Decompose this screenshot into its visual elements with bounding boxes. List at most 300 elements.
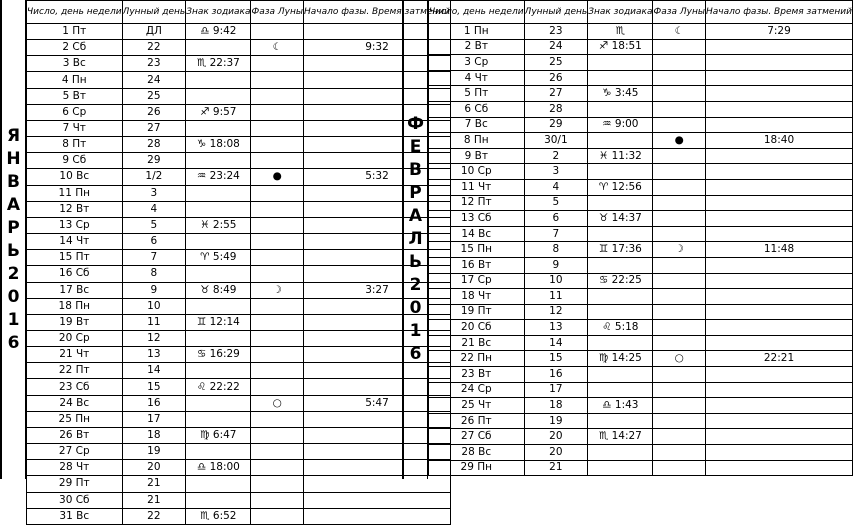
table-row (429, 179, 853, 195)
lunar-day-cell: 13 (122, 347, 186, 363)
lunar-day-cell: 9 (122, 282, 186, 298)
moon-phase-cell (251, 492, 304, 508)
table-row (429, 413, 853, 429)
table-row (27, 411, 451, 427)
header-zodiac: Знак зодиака (186, 1, 251, 24)
date-cell: 26 Вт (27, 427, 123, 443)
zodiac-cell (186, 298, 251, 314)
zodiac-cell: ♒ 23:24 (186, 169, 251, 185)
table-row (429, 289, 853, 305)
phase-time-cell (706, 70, 853, 86)
date-cell: 11 Пн (27, 185, 123, 201)
phase-time-cell (706, 148, 853, 164)
zodiac-cell (186, 201, 251, 217)
date-cell: 16 Сб (27, 266, 123, 282)
date-cell: 22 Пн (429, 351, 525, 367)
date-cell: 16 Вт (429, 257, 525, 273)
table-row (429, 398, 853, 414)
phase-time-cell (706, 429, 853, 445)
moon-phase-cell (251, 266, 304, 282)
lunar-day-cell: 20 (122, 460, 186, 476)
table-row (27, 298, 451, 314)
moon-phase-cell (653, 460, 706, 476)
zodiac-cell: ♓ 2:55 (186, 217, 251, 233)
lunar-day-cell: 2 (524, 148, 588, 164)
zodiac-cell (588, 304, 653, 320)
phase-time-cell: 18:40 (706, 133, 853, 149)
zodiac-cell (186, 185, 251, 201)
moon-phase-cell (251, 508, 304, 524)
table-row (27, 314, 451, 330)
moon-phase-cell (251, 250, 304, 266)
table-row (27, 476, 451, 492)
zodiac-cell (588, 289, 653, 305)
lunar-day-cell: ДЛ (122, 24, 186, 40)
moon-phase-cell (653, 101, 706, 117)
zodiac-cell: ♉ 14:37 (588, 211, 653, 227)
lunar-day-cell: 10 (524, 273, 588, 289)
lunar-day-cell: 23 (122, 56, 186, 72)
zodiac-cell (588, 413, 653, 429)
phase-time-cell (706, 179, 853, 195)
date-cell: 29 Пт (27, 476, 123, 492)
date-cell: 14 Чт (27, 234, 123, 250)
zodiac-cell: ♎ 1:43 (588, 398, 653, 414)
date-cell: 12 Пт (429, 195, 525, 211)
moon-phase-cell (653, 117, 706, 133)
table-row (27, 250, 451, 266)
date-cell: 21 Вс (429, 335, 525, 351)
lunar-day-cell: 5 (524, 195, 588, 211)
date-cell: 25 Пн (27, 411, 123, 427)
table-row (429, 367, 853, 383)
lunar-day-cell: 17 (122, 411, 186, 427)
zodiac-cell (186, 411, 251, 427)
date-cell: 18 Чт (429, 289, 525, 305)
zodiac-cell (588, 55, 653, 71)
table-row (429, 39, 853, 55)
date-cell: 22 Пт (27, 363, 123, 379)
moon-phase-cell (653, 398, 706, 414)
table-row (27, 266, 451, 282)
zodiac-cell: ♋ 22:25 (588, 273, 653, 289)
date-cell: 6 Ср (27, 104, 123, 120)
lunar-day-cell: 27 (122, 120, 186, 136)
phase-time-cell (706, 382, 853, 398)
moon-phase-cell (653, 413, 706, 429)
date-cell: 28 Вс (429, 445, 525, 461)
table-row (27, 56, 451, 72)
table-row (429, 55, 853, 71)
february-table (428, 0, 853, 476)
zodiac-cell: ♍ 6:47 (186, 427, 251, 443)
lunar-day-cell: 4 (524, 179, 588, 195)
table-row (429, 429, 853, 445)
zodiac-cell: ♏ 22:37 (186, 56, 251, 72)
phase-time-cell (706, 257, 853, 273)
lunar-day-cell: 24 (524, 39, 588, 55)
date-cell: 1 Пт (27, 24, 123, 40)
moon-phase-cell (653, 445, 706, 461)
lunar-day-cell: 7 (122, 250, 186, 266)
lunar-day-cell: 20 (524, 445, 588, 461)
table-row (27, 185, 451, 201)
date-cell: 7 Вс (429, 117, 525, 133)
date-cell: 13 Ср (27, 217, 123, 233)
phase-time-cell: 11:48 (706, 242, 853, 258)
moon-phase-cell (653, 164, 706, 180)
moon-phase-cell: ☽ (653, 242, 706, 258)
moon-phase-cell (653, 179, 706, 195)
phase-time-cell (706, 39, 853, 55)
zodiac-cell (588, 382, 653, 398)
table-row (27, 24, 451, 40)
moon-phase-cell (251, 217, 304, 233)
moon-phase-cell (653, 289, 706, 305)
moon-phase-cell (251, 427, 304, 443)
moon-phase-cell: ○ (251, 395, 304, 411)
header-phase: Фаза Луны (653, 1, 706, 24)
table-row (429, 164, 853, 180)
zodiac-cell: ♑ 18:08 (186, 137, 251, 153)
table-row (27, 88, 451, 104)
header-row (27, 1, 451, 24)
date-cell: 14 Вс (429, 226, 525, 242)
date-cell: 15 Пн (429, 242, 525, 258)
zodiac-cell: ♐ 9:57 (186, 104, 251, 120)
lunar-day-cell: 9 (524, 257, 588, 273)
moon-phase-cell (251, 411, 304, 427)
moon-phase-cell: ● (653, 133, 706, 149)
moon-phase-cell (251, 88, 304, 104)
date-cell: 27 Сб (429, 429, 525, 445)
header-phase: Фаза Луны (251, 1, 304, 24)
date-cell: 19 Вт (27, 314, 123, 330)
lunar-day-cell: 19 (122, 444, 186, 460)
moon-phase-cell (653, 55, 706, 71)
table-row (429, 382, 853, 398)
lunar-day-cell: 8 (524, 242, 588, 258)
phase-time-cell (706, 304, 853, 320)
table-row (429, 133, 853, 149)
zodiac-cell (186, 266, 251, 282)
phase-time-cell: 7:29 (706, 24, 853, 40)
lunar-day-cell: 1/2 (122, 169, 186, 185)
lunar-day-cell: 5 (122, 217, 186, 233)
moon-phase-cell (251, 460, 304, 476)
moon-phase-cell (251, 298, 304, 314)
lunar-day-cell: 11 (524, 289, 588, 305)
zodiac-cell (588, 101, 653, 117)
table-row (429, 242, 853, 258)
lunar-day-cell: 29 (524, 117, 588, 133)
moon-phase-cell (251, 314, 304, 330)
lunar-day-cell: 27 (524, 86, 588, 102)
table-row (429, 335, 853, 351)
moon-phase-cell (653, 195, 706, 211)
phase-time-cell (706, 320, 853, 336)
zodiac-cell (186, 153, 251, 169)
lunar-day-cell: 28 (524, 101, 588, 117)
date-cell: 3 Ср (429, 55, 525, 71)
month-label-sidebar (402, 0, 428, 479)
table-row (429, 304, 853, 320)
zodiac-cell (186, 330, 251, 346)
table-row (429, 273, 853, 289)
phase-time-cell (706, 164, 853, 180)
lunar-day-cell: 8 (122, 266, 186, 282)
moon-phase-cell (251, 476, 304, 492)
header-zodiac: Знак зодиака (588, 1, 653, 24)
lunar-day-cell: 25 (524, 55, 588, 71)
phase-time-cell (304, 508, 451, 524)
table-row (27, 120, 451, 136)
lunar-day-cell: 25 (122, 88, 186, 104)
lunar-day-cell: 7 (524, 226, 588, 242)
phase-time-cell: 3:27 (304, 282, 451, 298)
header-lunar-day: Лунный день (122, 1, 186, 24)
moon-phase-cell (653, 367, 706, 383)
moon-phase-cell: ○ (653, 351, 706, 367)
moon-phase-cell: ☾ (251, 40, 304, 56)
moon-phase-cell: ☽ (251, 282, 304, 298)
zodiac-cell (588, 226, 653, 242)
phase-time-cell: 22:21 (706, 351, 853, 367)
date-cell: 23 Сб (27, 379, 123, 395)
moon-phase-cell (251, 379, 304, 395)
month-label-sidebar (0, 0, 26, 479)
table-row (429, 148, 853, 164)
table-row (27, 379, 451, 395)
zodiac-cell (186, 120, 251, 136)
lunar-day-cell: 10 (122, 298, 186, 314)
table-row (429, 117, 853, 133)
moon-phase-cell (653, 273, 706, 289)
header-row (429, 1, 853, 24)
date-cell: 20 Сб (429, 320, 525, 336)
table-row (27, 508, 451, 524)
january-rows (27, 24, 451, 525)
moon-phase-cell (251, 363, 304, 379)
table-row (429, 211, 853, 227)
zodiac-cell (186, 88, 251, 104)
february-panel (402, 0, 852, 479)
phase-time-cell (706, 195, 853, 211)
phase-time-cell (706, 367, 853, 383)
moon-phase-cell (251, 153, 304, 169)
lunar-day-cell: 24 (122, 72, 186, 88)
moon-phase-cell (653, 86, 706, 102)
month-label: ЯНВАРЬ 2016 (6, 125, 21, 353)
date-cell: 28 Чт (27, 460, 123, 476)
table-row (429, 460, 853, 476)
zodiac-cell: ♎ 18:00 (186, 460, 251, 476)
table-row (27, 201, 451, 217)
zodiac-cell: ♏ 14:27 (588, 429, 653, 445)
table-row (27, 234, 451, 250)
zodiac-cell (186, 72, 251, 88)
lunar-day-cell: 4 (122, 201, 186, 217)
zodiac-cell: ♈ 5:49 (186, 250, 251, 266)
date-cell: 1 Пн (429, 24, 525, 40)
zodiac-cell (588, 195, 653, 211)
month-label: ФЕВРАЛЬ 2016 (407, 114, 424, 364)
date-cell: 12 Вт (27, 201, 123, 217)
date-cell: 30 Сб (27, 492, 123, 508)
date-cell: 19 Пт (429, 304, 525, 320)
moon-phase-cell (251, 201, 304, 217)
moon-phase-cell (251, 185, 304, 201)
date-cell: 29 Пн (429, 460, 525, 476)
lunar-day-cell: 3 (524, 164, 588, 180)
moon-phase-cell (653, 70, 706, 86)
lunar-day-cell: 21 (122, 492, 186, 508)
zodiac-cell: ♏ 6:52 (186, 508, 251, 524)
date-cell: 5 Пт (429, 86, 525, 102)
zodiac-cell (588, 367, 653, 383)
header-lunar-day: Лунный день (524, 1, 588, 24)
moon-phase-cell (653, 39, 706, 55)
date-cell: 21 Чт (27, 347, 123, 363)
date-cell: 15 Пт (27, 250, 123, 266)
zodiac-cell: ♎ 9:42 (186, 24, 251, 40)
date-cell: 23 Вт (429, 367, 525, 383)
moon-phase-cell (251, 347, 304, 363)
table-row (429, 24, 853, 40)
date-cell: 13 Сб (429, 211, 525, 227)
phase-time-cell (706, 445, 853, 461)
date-cell: 11 Чт (429, 179, 525, 195)
january-table (26, 0, 451, 525)
header-date: Число, день недели (27, 1, 123, 24)
header-phase-time: Начало фазы. Время затмений (304, 1, 451, 24)
date-cell: 8 Пт (27, 137, 123, 153)
table-row (429, 445, 853, 461)
table-row (27, 153, 451, 169)
lunar-day-cell: 15 (122, 379, 186, 395)
zodiac-cell (588, 257, 653, 273)
zodiac-cell: ♉ 8:49 (186, 282, 251, 298)
moon-phase-cell: ● (251, 169, 304, 185)
zodiac-cell: ♑ 3:45 (588, 86, 653, 102)
zodiac-cell: ♊ 17:36 (588, 242, 653, 258)
zodiac-cell (588, 335, 653, 351)
date-cell: 8 Пн (429, 133, 525, 149)
date-cell: 24 Вс (27, 395, 123, 411)
table-row (27, 444, 451, 460)
february-rows (429, 24, 853, 476)
lunar-day-cell: 26 (524, 70, 588, 86)
lunar-day-cell: 21 (524, 460, 588, 476)
lunar-day-cell: 12 (524, 304, 588, 320)
table-row (27, 347, 451, 363)
zodiac-cell (186, 395, 251, 411)
zodiac-cell: ♌ 5:18 (588, 320, 653, 336)
header-date: Число, день недели (429, 1, 525, 24)
lunar-day-cell: 13 (524, 320, 588, 336)
lunar-day-cell: 26 (122, 104, 186, 120)
zodiac-cell (186, 363, 251, 379)
lunar-day-cell: 21 (122, 476, 186, 492)
lunar-day-cell: 30/1 (524, 133, 588, 149)
date-cell: 6 Сб (429, 101, 525, 117)
date-cell: 25 Чт (429, 398, 525, 414)
date-cell: 2 Сб (27, 40, 123, 56)
lunar-day-cell: 18 (122, 427, 186, 443)
table-row (27, 282, 451, 298)
date-cell: 9 Сб (27, 153, 123, 169)
table-row (429, 101, 853, 117)
phase-time-cell (706, 460, 853, 476)
zodiac-cell (186, 476, 251, 492)
lunar-day-cell: 16 (122, 395, 186, 411)
phase-time-cell: 9:32 (304, 40, 451, 56)
zodiac-cell (588, 164, 653, 180)
zodiac-cell (588, 460, 653, 476)
table-row (429, 351, 853, 367)
date-cell: 31 Вс (27, 508, 123, 524)
table-row (429, 320, 853, 336)
zodiac-cell (588, 70, 653, 86)
lunar-day-cell: 29 (122, 153, 186, 169)
zodiac-cell (588, 133, 653, 149)
zodiac-cell (186, 40, 251, 56)
date-cell: 4 Пн (27, 72, 123, 88)
phase-time-cell (706, 413, 853, 429)
date-cell: 10 Вс (27, 169, 123, 185)
lunar-day-cell: 14 (524, 335, 588, 351)
date-cell: 10 Ср (429, 164, 525, 180)
zodiac-cell: ♏ (588, 24, 653, 40)
date-cell: 3 Вс (27, 56, 123, 72)
zodiac-cell: ♒ 9:00 (588, 117, 653, 133)
phase-time-cell: 5:47 (304, 395, 451, 411)
moon-phase-cell: ☾ (653, 24, 706, 40)
date-cell: 17 Вс (27, 282, 123, 298)
moon-phase-cell (251, 330, 304, 346)
lunar-day-cell: 14 (122, 363, 186, 379)
moon-phase-cell (653, 429, 706, 445)
moon-phase-cell (653, 335, 706, 351)
zodiac-cell (588, 445, 653, 461)
moon-phase-cell (653, 382, 706, 398)
date-cell: 27 Ср (27, 444, 123, 460)
table-row (429, 257, 853, 273)
lunar-day-cell: 18 (524, 398, 588, 414)
table-row (27, 395, 451, 411)
table-row (27, 427, 451, 443)
moon-phase-cell (653, 320, 706, 336)
moon-phase-cell (653, 304, 706, 320)
lunar-day-cell: 23 (524, 24, 588, 40)
zodiac-cell: ♌ 22:22 (186, 379, 251, 395)
table-row (27, 137, 451, 153)
table-row (27, 104, 451, 120)
table-row (27, 217, 451, 233)
moon-phase-cell (653, 211, 706, 227)
zodiac-cell: ♐ 18:51 (588, 39, 653, 55)
phase-time-cell (706, 335, 853, 351)
date-cell: 4 Чт (429, 70, 525, 86)
lunar-day-cell: 6 (524, 211, 588, 227)
header-phase-time: Начало фазы. Время затмений (706, 1, 853, 24)
lunar-day-cell: 12 (122, 330, 186, 346)
lunar-day-cell: 6 (122, 234, 186, 250)
zodiac-cell: ♓ 11:32 (588, 148, 653, 164)
moon-phase-cell (251, 72, 304, 88)
moon-phase-cell (653, 148, 706, 164)
date-cell: 5 Вт (27, 88, 123, 104)
